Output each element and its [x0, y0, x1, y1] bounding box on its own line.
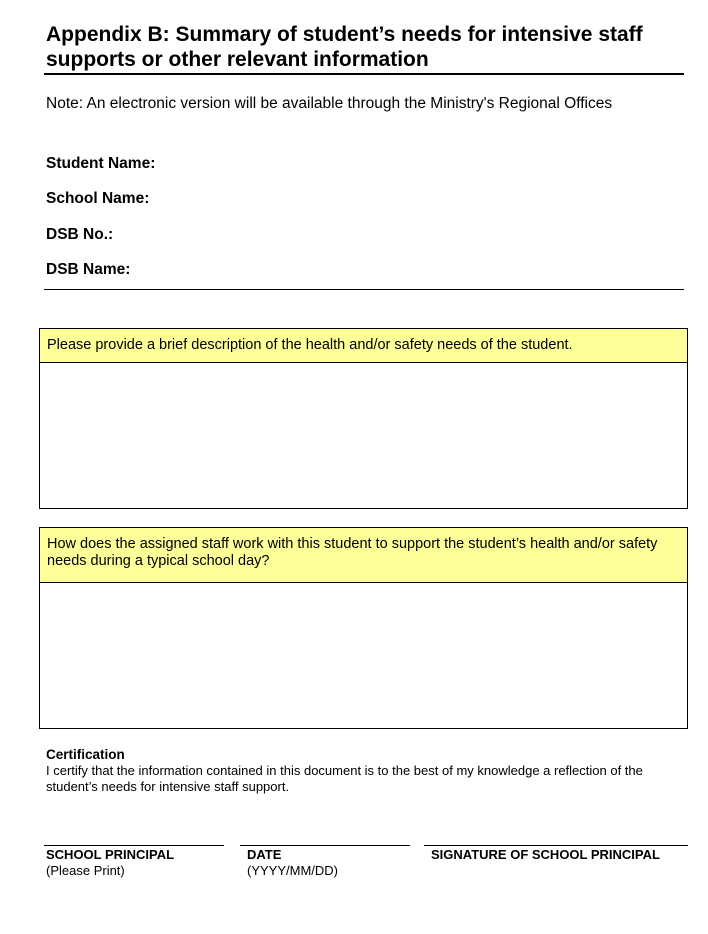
certification-title: Certification	[46, 747, 125, 762]
principal-name-hint: (Please Print)	[46, 863, 125, 878]
dsb-name-label: DSB Name:	[46, 261, 131, 278]
page-title: Appendix B: Summary of student’s needs for intensive staff supports or other relevant information	[46, 23, 643, 71]
staff-support-question-box	[39, 527, 688, 729]
staff-support-answer-area[interactable]	[40, 583, 687, 728]
principal-signature-field[interactable]	[424, 845, 688, 863]
health-safety-question-prompt: Please provide a brief description of the health and/or safety needs of the student.	[40, 329, 687, 363]
school-name-label: School Name:	[46, 190, 150, 207]
health-safety-question-box	[39, 328, 688, 509]
principal-name-label: SCHOOL PRINCIPAL	[46, 847, 175, 862]
date-field[interactable]	[240, 845, 410, 879]
date-format-hint: (YYYY/MM/DD)	[247, 863, 338, 878]
certification-text: I certify that the information contained in this document is to the best of my knowledge a reflection of the student’s needs for intensive staff support.	[46, 763, 643, 794]
principal-name-field[interactable]	[44, 845, 224, 879]
dsb-no-label: DSB No.:	[46, 226, 114, 243]
health-safety-answer-area[interactable]	[40, 363, 687, 508]
date-label: DATE	[247, 847, 282, 862]
signature-label: SIGNATURE OF SCHOOL PRINCIPAL	[431, 847, 660, 862]
note-text: Note: An electronic version will be available through the Ministry's Regional Offices	[46, 95, 613, 112]
student-name-label: Student Name:	[46, 155, 156, 172]
title-divider	[44, 73, 684, 75]
staff-support-question-prompt: How does the assigned staff work with this student to support the student’s health and/or safety needs during a typical school day?	[40, 528, 687, 583]
fields-divider	[44, 289, 684, 290]
